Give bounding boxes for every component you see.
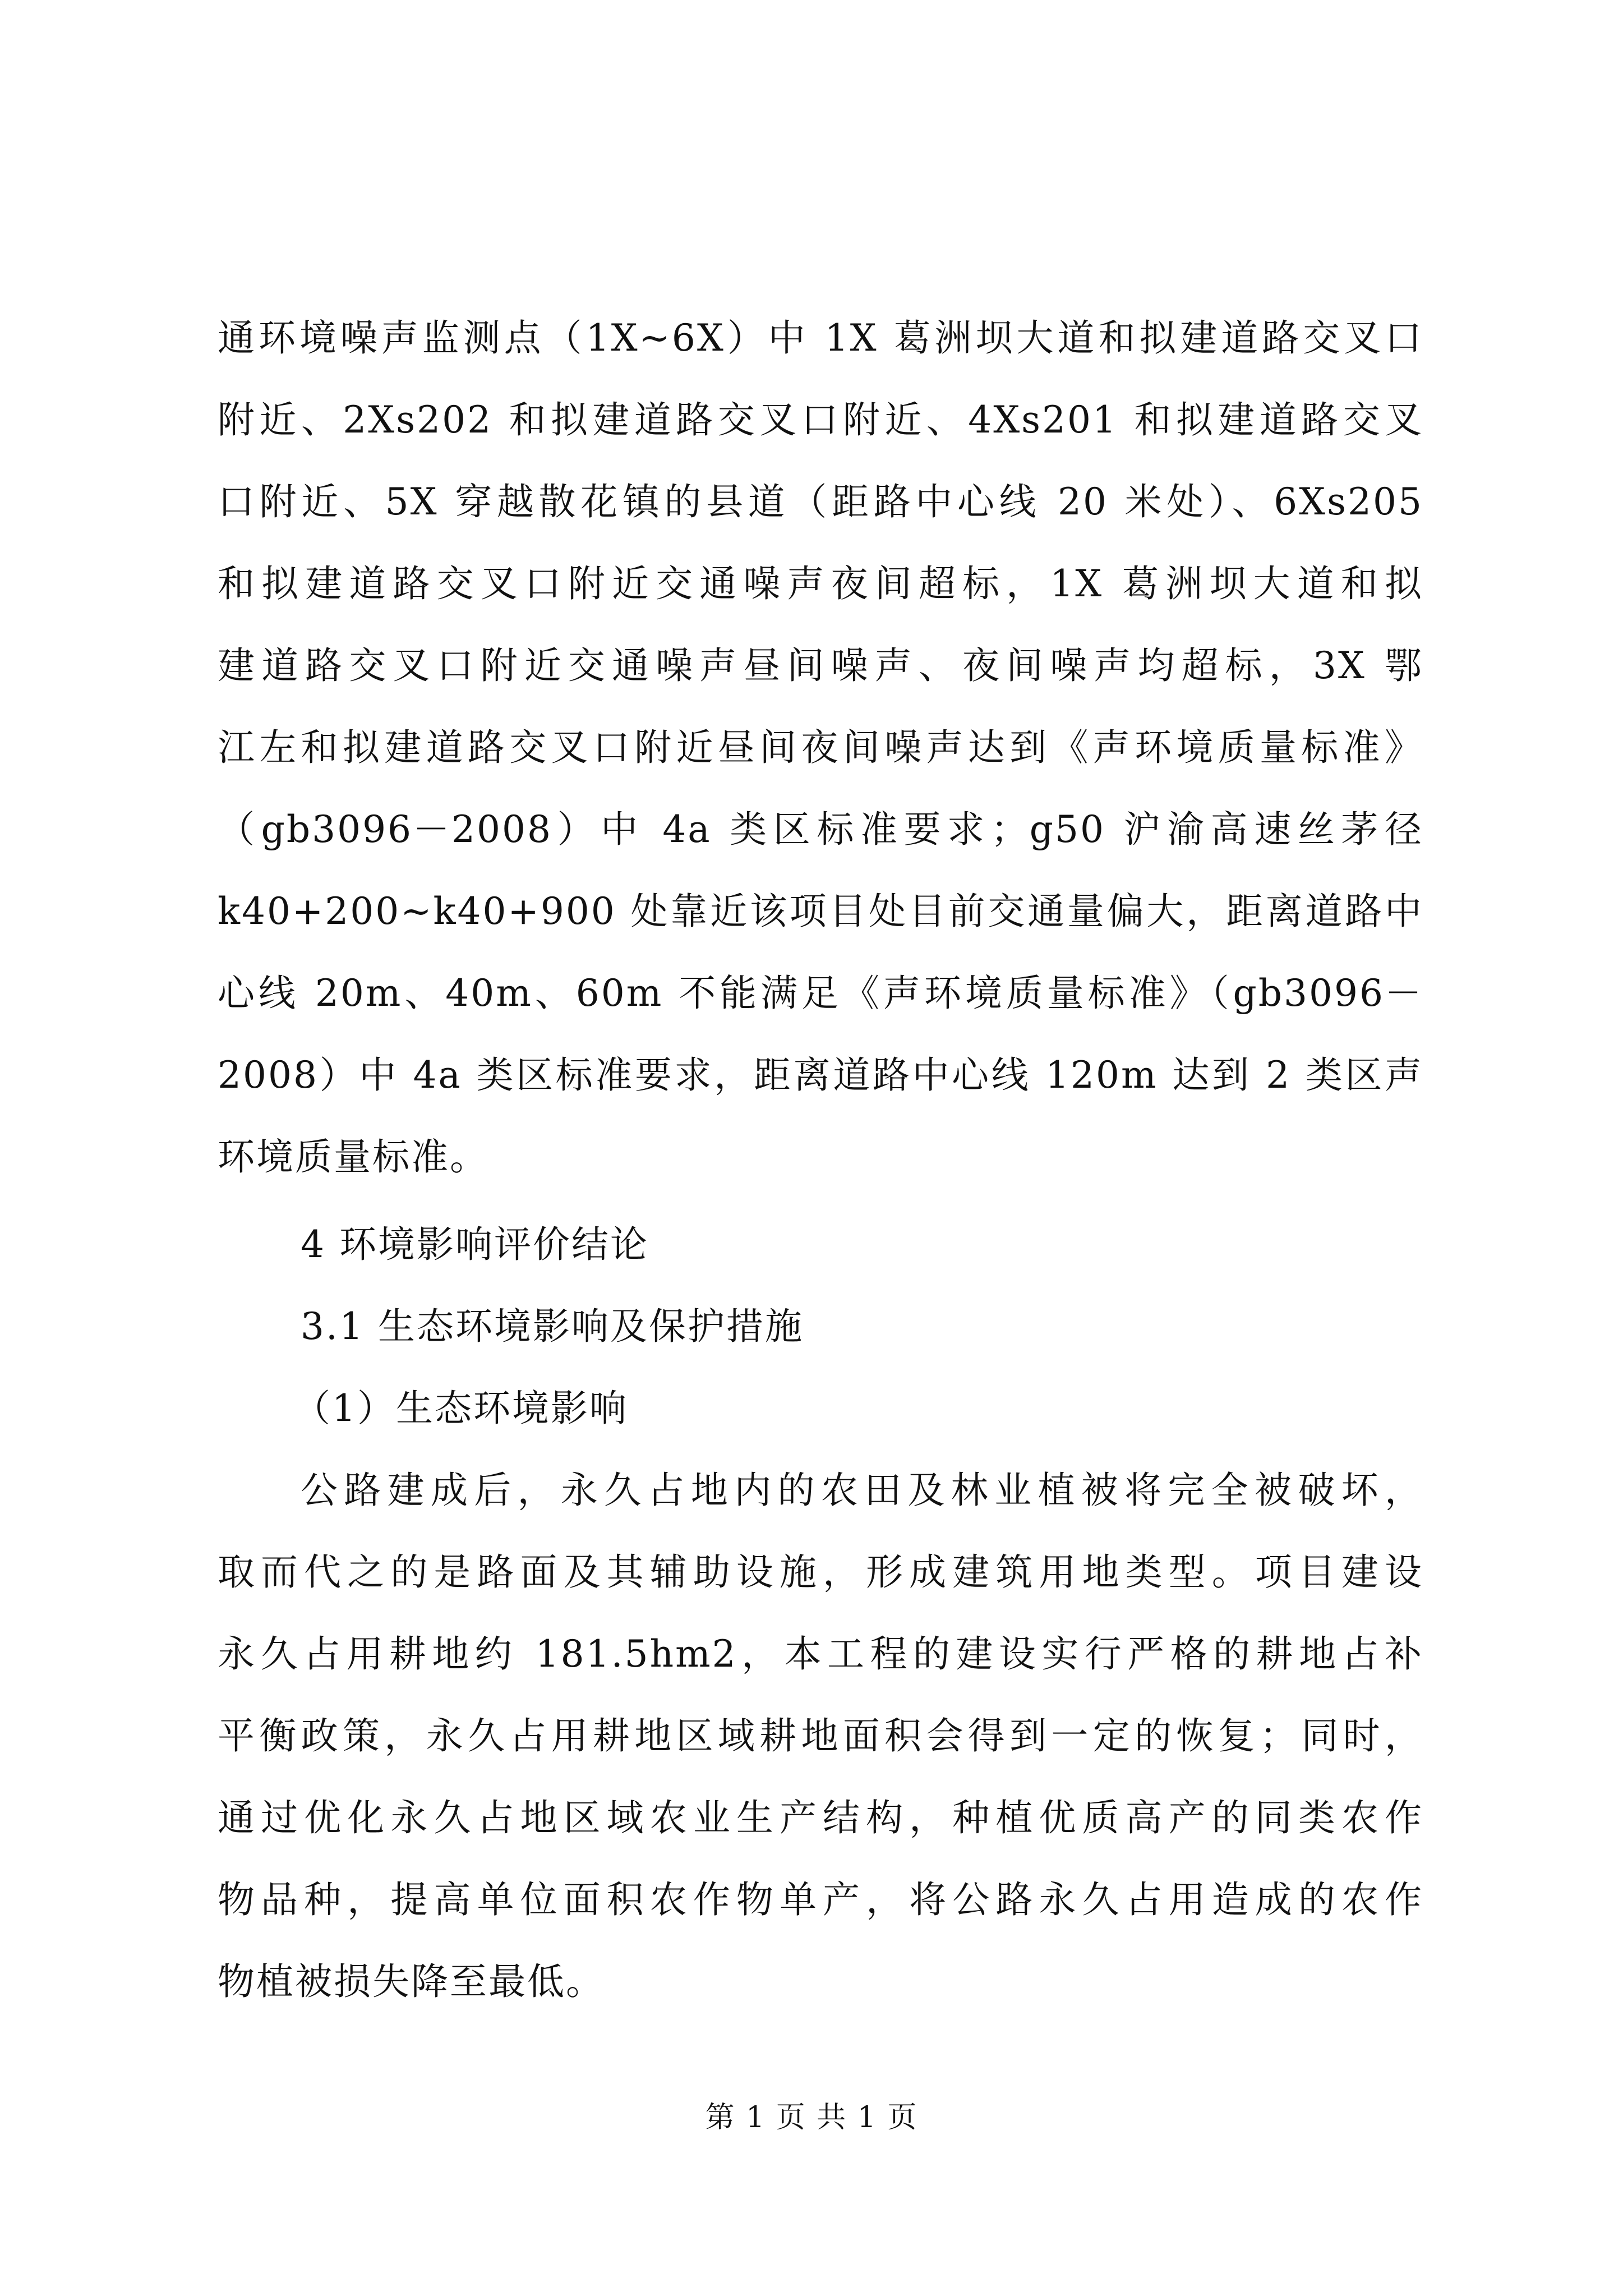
text-line: 平衡政策，永久占用耕地区域耕地面积会得到一定的恢复；同时， [218,1714,1423,1757]
subsection-heading: 3.1 生态环境影响及保护措施 [301,1305,804,1348]
text-line: 取而代之的是路面及其辅助设施，形成建筑用地类型。项目建设 [218,1550,1423,1594]
text-line: 通环境噪声监测点（1X~6X）中 1X 葛洲坝大道和拟建道路交叉口 [218,316,1423,360]
text-line: 口附近、5X 穿越散花镇的县道（距路中心线 20 米处）、6Xs205 [218,480,1423,523]
document-body [218,297,1423,2023]
text-line: 建道路交叉口附近交通噪声昼间噪声、夜间噪声均超标，3X 鄂 [218,644,1423,687]
section-heading: 4 环境影响评价结论 [301,1223,649,1266]
text-line: （gb3096－2008）中 4a 类区标准要求；g50 沪渝高速丝茅径 [218,808,1423,851]
text-line: 2008）中 4a 类区标准要求，距离道路中心线 120m 达到 2 类区声 [218,1053,1423,1097]
text-line: k40+200~k40+900 处靠近该项目处目前交通量偏大，距离道路中 [218,890,1423,933]
text-line: 通过优化永久占地区域农业生产结构，种植优质高产的同类农作 [218,1796,1423,1839]
text-line: 和拟建道路交叉口附近交通噪声夜间超标，1X 葛洲坝大道和拟 [218,562,1423,605]
page-footer: 第 1 页 共 1 页 [705,2101,918,2134]
text-line: 物品种，提高单位面积农作物单产，将公路永久占用造成的农作 [218,1878,1423,1921]
text-line: 物植被损失降至最低。 [218,1960,605,2003]
text-line: 公路建成后，永久占地内的农田及林业植被将完全被破坏， [301,1469,1423,1512]
item-heading: （1）生态环境影响 [293,1387,628,1430]
text-line: 江左和拟建道路交叉口附近昼间夜间噪声达到《声环境质量标准》 [218,726,1423,769]
text-line: 环境质量标准。 [218,1135,488,1179]
text-line: 附近、2Xs202 和拟建道路交叉口附近、4Xs201 和拟建道路交叉 [218,398,1423,441]
text-line: 心线 20m、40m、60m 不能满足《声环境质量标准》（gb3096－ [218,972,1423,1015]
text-line: 永久占用耕地约 181.5hm2，本工程的建设实行严格的耕地占补 [218,1632,1423,1676]
